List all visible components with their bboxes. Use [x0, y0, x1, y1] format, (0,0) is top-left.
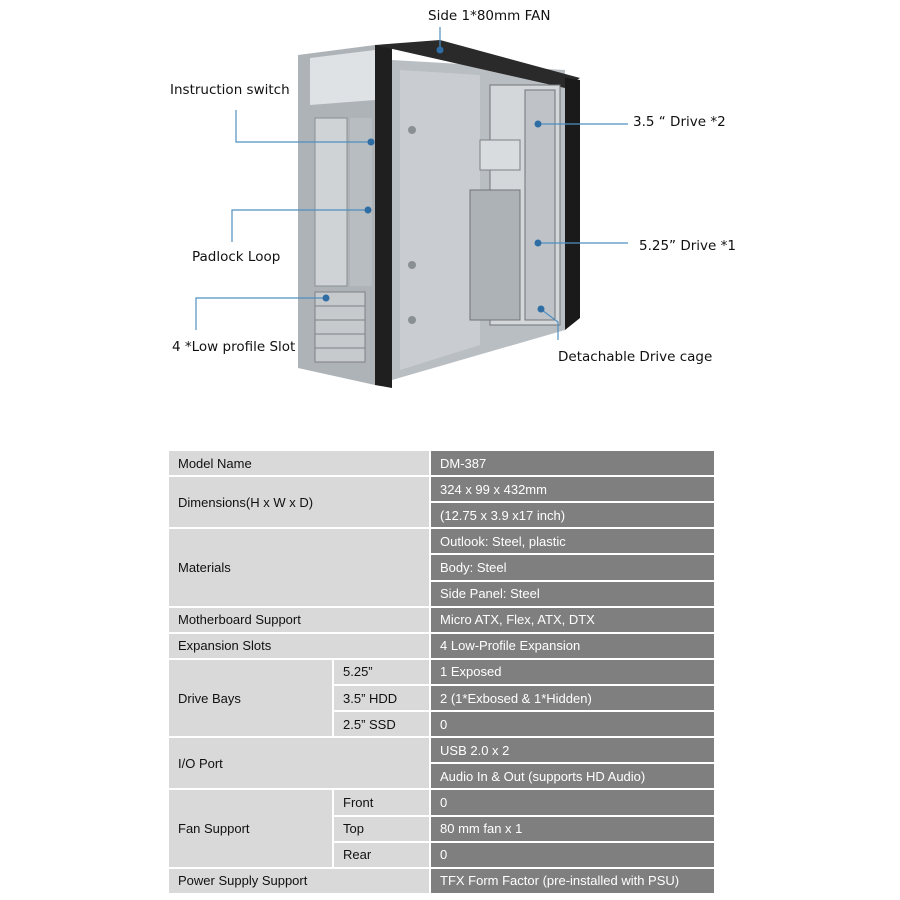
spec-sublabel: Rear	[333, 842, 430, 868]
callout-low-profile-slot: 4 *Low profile Slot	[172, 339, 296, 355]
spec-row-materials	[168, 528, 715, 554]
spec-value: 80 mm fan x 1	[430, 816, 715, 842]
spec-label: Model Name	[168, 450, 430, 476]
spec-value: Audio In & Out (supports HD Audio)	[430, 763, 715, 789]
spec-value: Side Panel: Steel	[430, 581, 715, 607]
spec-value: Body: Steel	[430, 554, 715, 580]
spec-sublabel: 3.5” HDD	[333, 685, 430, 711]
callout-detachable-drive-cage: Detachable Drive cage	[558, 349, 713, 365]
spec-row-dimensions	[168, 476, 715, 502]
spec-label: Motherboard Support	[168, 607, 430, 633]
spec-label: Power Supply Support	[168, 868, 430, 894]
callout-3-5-drive: 3.5 “ Drive *2	[633, 114, 726, 130]
spec-row-motherboard	[168, 607, 715, 633]
callout-instruction-switch: Instruction switch	[170, 82, 290, 98]
spec-value: 0	[430, 842, 715, 868]
spec-table	[167, 449, 716, 895]
spec-row-expansion	[168, 633, 715, 659]
spec-value: (12.75 x 3.9 x17 inch)	[430, 502, 715, 528]
spec-label: Drive Bays	[168, 659, 333, 737]
spec-value: Outlook: Steel, plastic	[430, 528, 715, 554]
spec-sublabel: Top	[333, 816, 430, 842]
spec-value: 4 Low-Profile Expansion	[430, 633, 715, 659]
callout-side-fan: Side 1*80mm FAN	[428, 8, 551, 24]
spec-label: Expansion Slots	[168, 633, 430, 659]
spec-value: Micro ATX, Flex, ATX, DTX	[430, 607, 715, 633]
spec-label: Materials	[168, 528, 430, 606]
spec-sublabel: Front	[333, 789, 430, 815]
spec-row-psu	[168, 868, 715, 894]
spec-value: DM-387	[430, 450, 715, 476]
spec-row-drive-bays	[168, 659, 715, 685]
spec-sublabel: 2.5” SSD	[333, 711, 430, 737]
spec-row-io-port	[168, 737, 715, 763]
spec-value: 1 Exposed	[430, 659, 715, 685]
spec-sublabel: 5.25”	[333, 659, 430, 685]
spec-value: 0	[430, 789, 715, 815]
case-drawing	[0, 0, 900, 420]
spec-value: 0	[430, 711, 715, 737]
spec-label: Dimensions(H x W x D)	[168, 476, 430, 528]
spec-value: TFX Form Factor (pre-installed with PSU)	[430, 868, 715, 894]
spec-row-model	[168, 450, 715, 476]
callout-padlock-loop: Padlock Loop	[192, 249, 281, 265]
spec-value: 2 (1*Exbosed & 1*Hidden)	[430, 685, 715, 711]
spec-label: I/O Port	[168, 737, 430, 789]
spec-row-fan-support	[168, 789, 715, 815]
spec-label: Fan Support	[168, 789, 333, 867]
spec-value: USB 2.0 x 2	[430, 737, 715, 763]
spec-value: 324 x 99 x 432mm	[430, 476, 715, 502]
product-illustration	[0, 0, 900, 420]
callout-5-25-drive: 5.25” Drive *1	[639, 238, 736, 254]
